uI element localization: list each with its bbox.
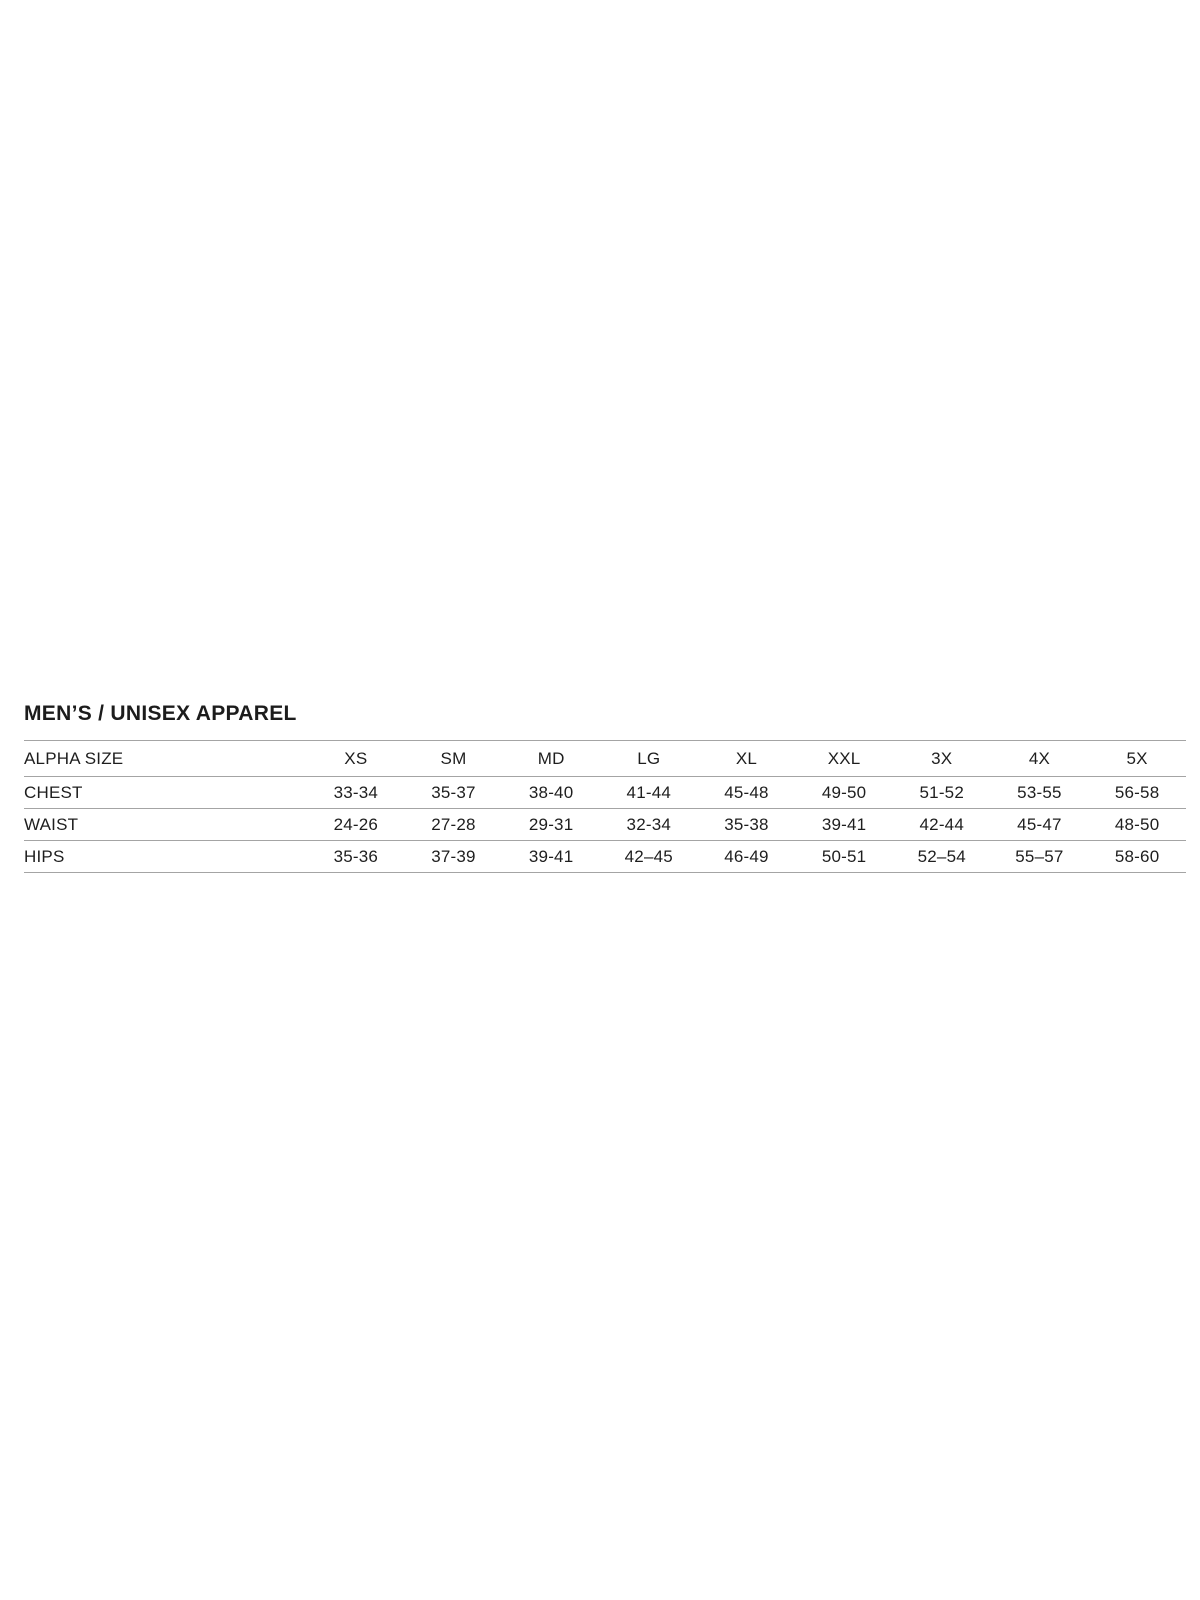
section-title: MEN’S / UNISEX APPAREL [24,702,297,725]
cell-chest-xs: 33-34 [333,782,379,802]
cell-waist-3x: 42-44 [919,814,964,834]
cell-waist-md: 29-31 [528,814,574,834]
cell-waist-xl: 35-38 [724,814,769,834]
cell-chest-xxl: 49-50 [821,782,867,802]
col-header-4x: 4X [1028,748,1051,768]
cell-chest-3x: 51-52 [919,782,964,802]
cell-hips-md: 39-41 [528,846,574,866]
table-row-chest [24,777,1186,809]
col-header-alpha-size: ALPHA SIZE [24,748,124,768]
cell-waist-4x: 45-47 [1017,814,1062,834]
cell-hips-3x: 52–54 [917,846,966,866]
cell-hips-xxl: 50-51 [821,846,867,866]
col-header-sm: SM [440,748,467,768]
cell-hips-5x: 58-60 [1114,846,1160,866]
cell-chest-sm: 35-37 [431,782,476,802]
cell-waist-5x: 48-50 [1114,814,1160,834]
cell-chest-md: 38-40 [528,782,574,802]
cell-hips-lg: 42–45 [624,846,673,866]
cell-hips-xs: 35-36 [333,846,379,866]
col-header-5x: 5X [1126,748,1148,768]
cell-hips-xl: 46-49 [724,846,769,866]
cell-waist-sm: 27-28 [431,814,476,834]
cell-waist-xxl: 39-41 [821,814,867,834]
col-header-lg: LG [637,748,661,768]
row-label-chest: CHEST [24,782,83,802]
col-header-md: MD [537,748,565,768]
header-row [24,741,1186,777]
col-header-xxl: XXL [827,748,861,768]
col-header-xl: XL [735,748,758,768]
cell-hips-4x: 55–57 [1015,846,1064,866]
size-chart-section [24,699,1186,873]
col-header-xs: XS [344,748,368,768]
table-row-hips [24,841,1186,873]
cell-chest-xl: 45-48 [724,782,769,802]
cell-waist-xs: 24-26 [333,814,379,834]
cell-chest-5x: 56-58 [1114,782,1160,802]
col-header-3x: 3X [931,748,953,768]
size-chart-table [24,740,1186,873]
cell-hips-sm: 37-39 [431,846,476,866]
row-label-hips: HIPS [24,846,65,866]
cell-waist-lg: 32-34 [626,814,672,834]
table-row-waist [24,809,1186,841]
row-label-waist: WAIST [24,814,79,834]
cell-chest-4x: 53-55 [1017,782,1062,802]
cell-chest-lg: 41-44 [626,782,672,802]
